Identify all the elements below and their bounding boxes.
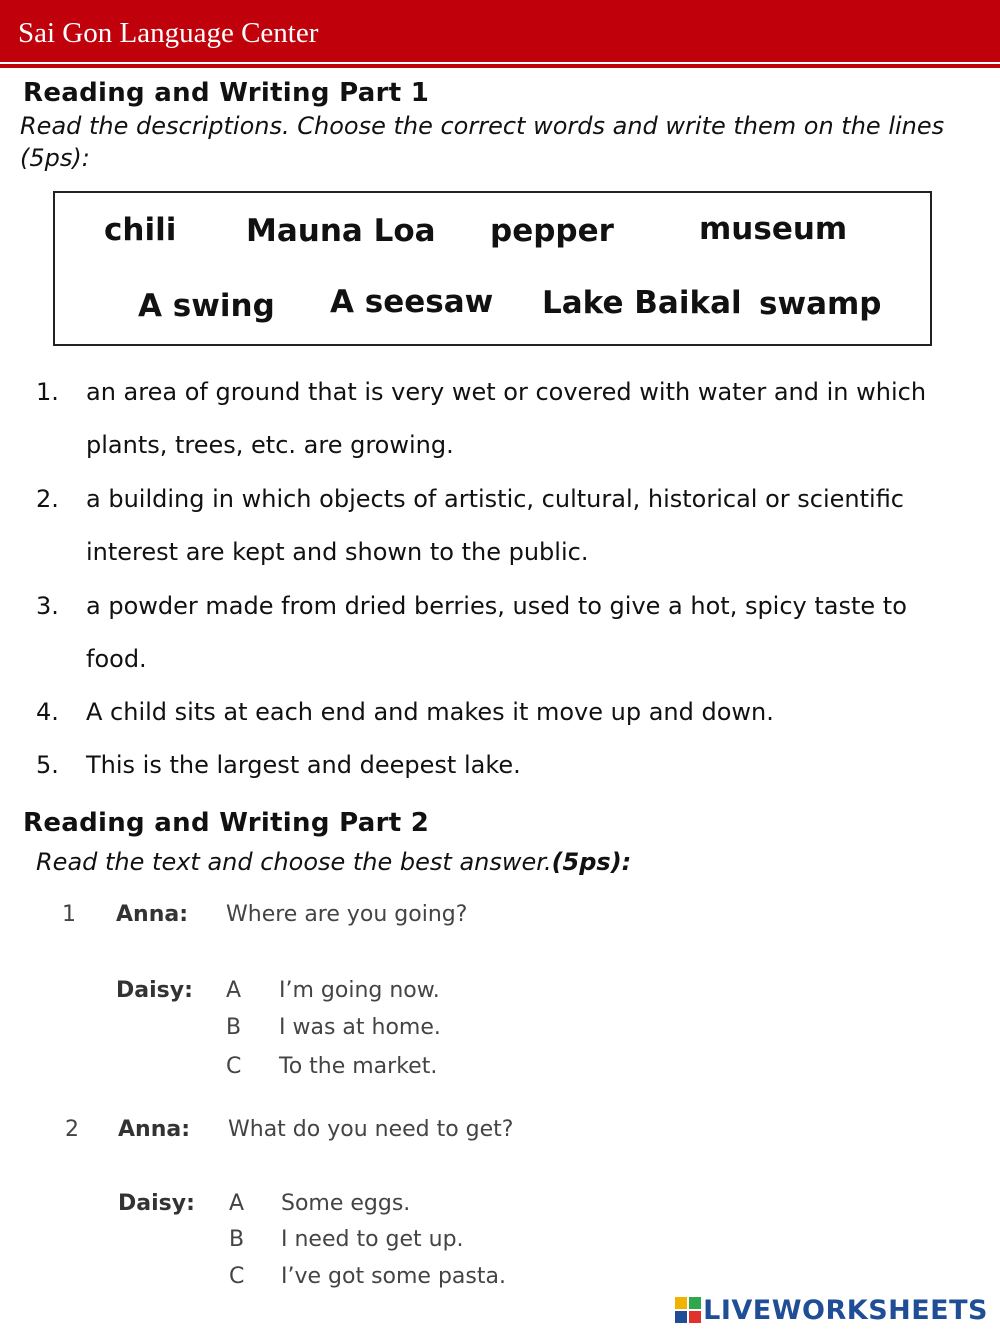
dialogue-number: 1 bbox=[62, 902, 76, 927]
part2-points: (5ps): bbox=[551, 848, 632, 876]
part1-instruction-line2: (5ps): bbox=[20, 144, 90, 172]
question-text: food. bbox=[86, 645, 147, 673]
word-bank-item: Lake Baikal bbox=[542, 285, 742, 321]
question-number: 4. bbox=[36, 698, 59, 726]
question-number: 3. bbox=[36, 592, 59, 620]
dialogue-question: What do you need to get? bbox=[228, 1117, 514, 1142]
question-text: interest are kept and shown to the public. bbox=[86, 538, 589, 566]
question-number: 2. bbox=[36, 485, 59, 513]
question-text: This is the largest and deepest lake. bbox=[86, 751, 521, 779]
option-letter: C bbox=[226, 1054, 242, 1079]
speaker-daisy: Daisy: bbox=[116, 978, 193, 1003]
option-text: Some eggs. bbox=[281, 1191, 411, 1216]
word-bank-item: A seesaw bbox=[330, 284, 494, 320]
speaker-daisy: Daisy: bbox=[118, 1191, 195, 1216]
word-bank-item: A swing bbox=[138, 288, 275, 324]
word-bank-item: pepper bbox=[490, 213, 614, 249]
option-letter: A bbox=[229, 1191, 245, 1216]
question-text: a powder made from dried berries, used to give a hot, spicy taste to bbox=[86, 592, 907, 620]
question-text: plants, trees, etc. are growing. bbox=[86, 431, 454, 459]
option-text: I’ve got some pasta. bbox=[281, 1264, 506, 1289]
liveworksheets-logo-icon bbox=[675, 1297, 701, 1323]
part2-title: Reading and Writing Part 2 bbox=[23, 808, 430, 838]
word-bank-item: chili bbox=[104, 212, 177, 248]
dialogue-number: 2 bbox=[65, 1117, 79, 1142]
option-text: To the market. bbox=[279, 1054, 438, 1079]
word-bank-item: swamp bbox=[759, 286, 882, 322]
part2-instruction-text: Read the text and choose the best answer. bbox=[36, 848, 552, 876]
speaker-anna: Anna: bbox=[116, 902, 188, 927]
option-letter: B bbox=[229, 1227, 245, 1252]
question-number: 5. bbox=[36, 751, 59, 779]
header-divider bbox=[0, 64, 1000, 68]
speaker-anna: Anna: bbox=[118, 1117, 190, 1142]
option-letter: A bbox=[226, 978, 242, 1003]
liveworksheets-logo bbox=[675, 1293, 988, 1327]
word-bank-item: museum bbox=[699, 211, 848, 247]
option-text: I need to get up. bbox=[281, 1227, 464, 1252]
question-text: A child sits at each end and makes it move up and down. bbox=[86, 698, 774, 726]
logo-text: LIVEWORKSHEETS bbox=[703, 1294, 988, 1326]
word-bank-item: Mauna Loa bbox=[246, 213, 436, 249]
part1-instruction-line1: Read the descriptions. Choose the correct words and write them on the lines bbox=[20, 112, 945, 140]
part1-title: Reading and Writing Part 1 bbox=[23, 78, 430, 108]
dialogue-question: Where are you going? bbox=[226, 902, 468, 927]
question-number: 1. bbox=[36, 378, 59, 406]
option-text: I’m going now. bbox=[279, 978, 440, 1003]
header-bar bbox=[0, 0, 1000, 62]
question-text: an area of ground that is very wet or covered with water and in which bbox=[86, 378, 927, 406]
option-letter: C bbox=[229, 1264, 245, 1289]
question-text: a building in which objects of artistic, cultural, historical or scientific bbox=[86, 485, 905, 513]
part2-instruction bbox=[36, 846, 631, 878]
option-text: I was at home. bbox=[279, 1015, 441, 1040]
header-title: Sai Gon Language Center bbox=[18, 17, 319, 49]
option-letter: B bbox=[226, 1015, 242, 1040]
